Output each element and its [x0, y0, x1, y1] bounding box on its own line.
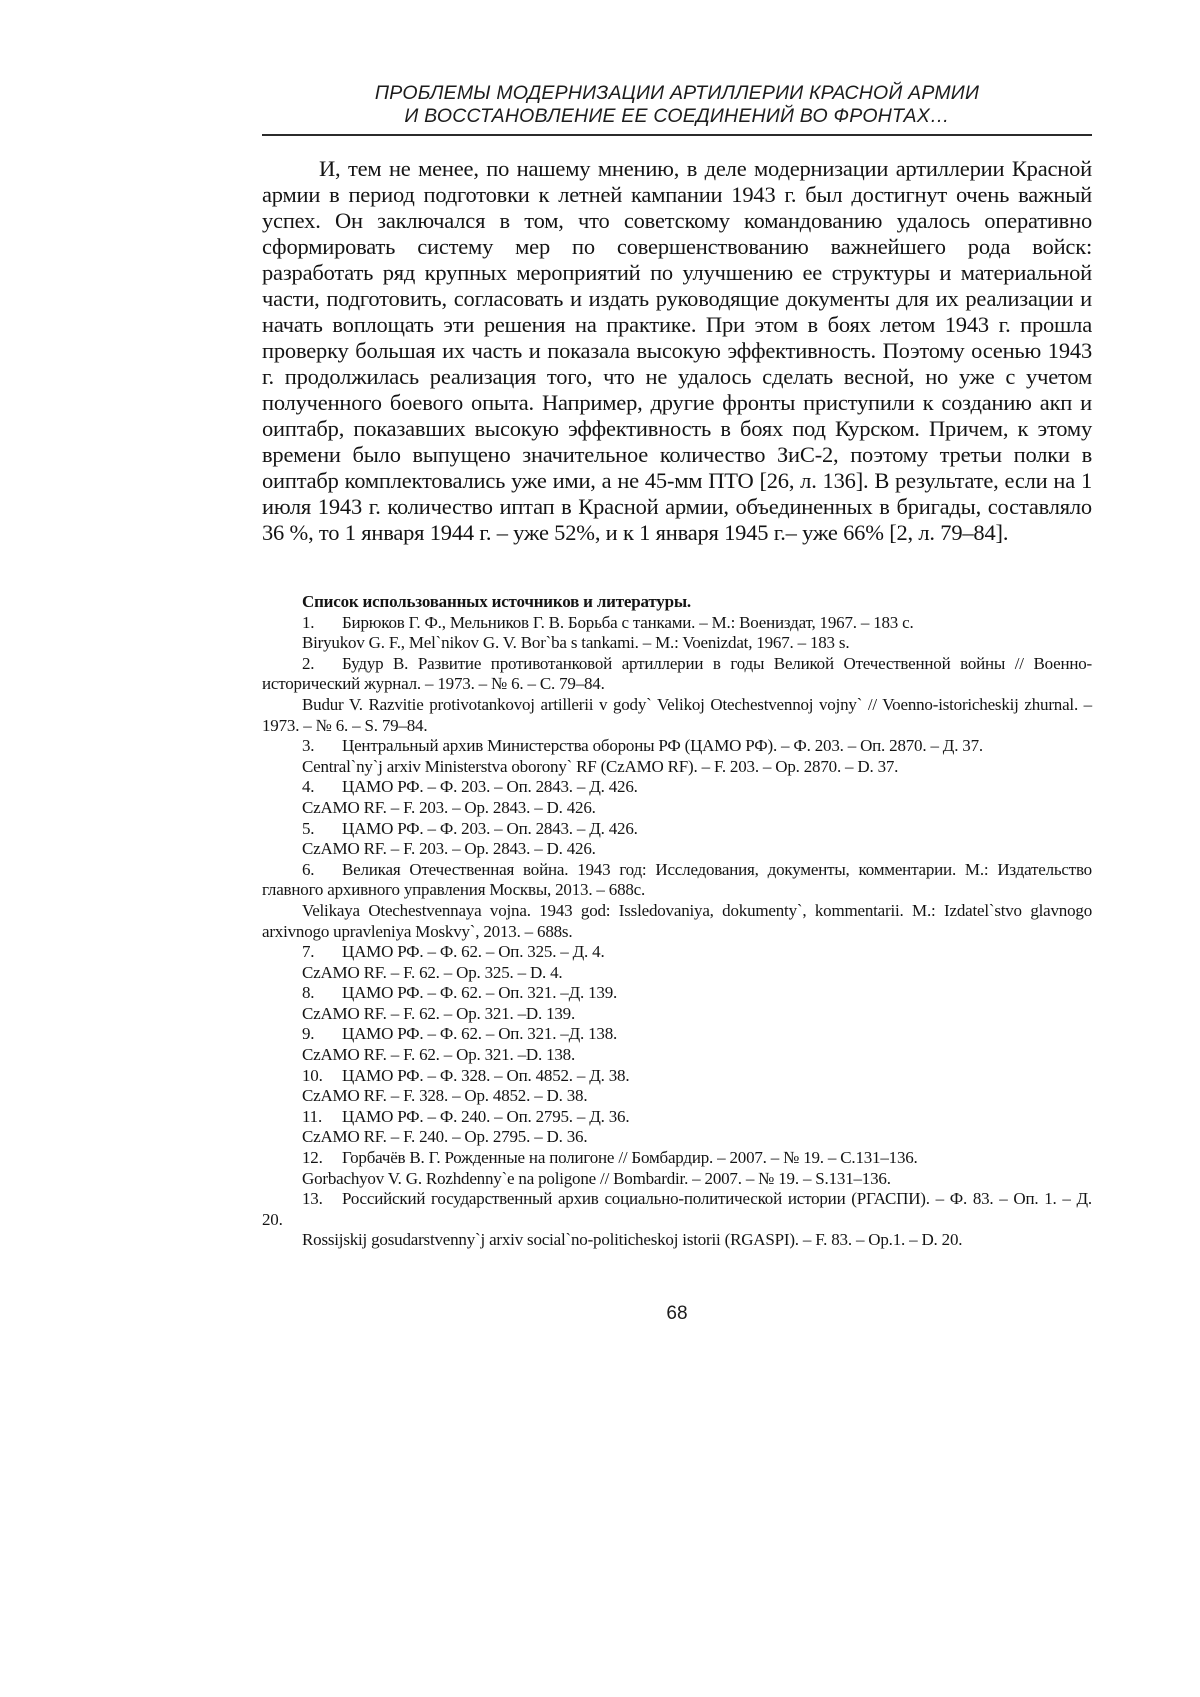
reference-item-russian	[262, 819, 1092, 840]
reference-text: Горбачёв В. Г. Рожденные на полигоне // Бомбардир. – 2007. – № 19. – С.131–136.	[342, 1148, 918, 1168]
reference-item-transliteration: Budur V. Razvitie protivotankovoj artillerii v gody` Velikoj Otechestvennoj vojny` // Voenno-istoricheskij zhurnal. – 1973. – № 6. – S. 79–84.	[262, 694, 1092, 735]
running-header	[262, 82, 1092, 128]
reference-item-russian	[262, 1189, 1092, 1230]
references-heading: Список использованных источников и литературы.	[302, 592, 691, 611]
reference-number: 1.	[302, 612, 315, 632]
reference-item-transliteration: Velikaya Otechestvennaya vojna. 1943 god: Issledovaniya, dokumenty`, kommentarii. M.: Izdatel`stvo glavnogo arxivnogo upravleniya Moskvy`, 2013. – 688s.	[262, 900, 1092, 941]
reference-number: 7.	[302, 942, 315, 962]
reference-item-transliteration: CzAMO RF. – F. 62. – Op. 321. –D. 138.	[302, 1045, 576, 1065]
reference-item-transliteration: CzAMO RF. – F. 240. – Op. 2795. – D. 36.	[302, 1127, 588, 1147]
reference-item-transliteration: Gorbachyov V. G. Rozhdenny`e na poligone // Bombardir. – 2007. – № 19. – S.131–136.	[302, 1168, 891, 1188]
reference-text: Российский государственный архив социально-политической истории (РГАСПИ). – Ф. 83. – Оп. 1. – Д. 20.	[262, 1189, 1092, 1229]
reference-number: 8.	[302, 983, 315, 1003]
reference-item-transliteration: CzAMO RF. – F. 328. – Op. 4852. – D. 38.	[302, 1086, 588, 1106]
reference-text: Будур В. Развитие противотанковой артиллерии в годы Великой Отечественной войны // Военно-исторический журнал. – 1973. – № 6. – С. 79–84.	[262, 653, 1092, 694]
reference-text: ЦАМО РФ. – Ф. 328. – Оп. 4852. – Д. 38.	[342, 1065, 630, 1085]
reference-item-russian	[262, 1024, 1092, 1045]
page-number: 68	[666, 1303, 688, 1324]
reference-item-russian	[262, 942, 1092, 963]
reference-text: Великая Отечественная война. 1943 год: Исследования, документы, комментарии. М.: Издательство главного архивного управления Москвы, 2013. – 688с.	[262, 859, 1092, 900]
reference-number: 11.	[302, 1106, 323, 1126]
reference-text: Бирюков Г. Ф., Мельников Г. В. Борьба с танками. – М.: Воениздат, 1967. – 183 с.	[342, 612, 914, 632]
reference-text: ЦАМО РФ. – Ф. 62. – Оп. 325. – Д. 4.	[342, 942, 605, 962]
reference-text: ЦАМО РФ. – Ф. 62. – Оп. 321. –Д. 138.	[342, 1024, 618, 1044]
reference-item-transliteration: CzAMO RF. – F. 62. – Op. 325. – D. 4.	[302, 962, 563, 982]
reference-number: 2.	[302, 653, 315, 673]
reference-number: 6.	[302, 859, 315, 879]
reference-item-russian	[262, 1066, 1092, 1087]
reference-number: 4.	[302, 777, 315, 797]
reference-item-russian	[262, 860, 1092, 901]
reference-item-russian	[262, 654, 1092, 695]
running-header-line1: ПРОБЛЕМЫ МОДЕРНИЗАЦИИ АРТИЛЛЕРИИ КРАСНОЙ АРМИИ	[374, 82, 980, 104]
header-rule	[262, 134, 1092, 136]
references-list	[262, 613, 1092, 1251]
reference-text: ЦАМО РФ. – Ф. 240. – Оп. 2795. – Д. 36.	[342, 1106, 630, 1126]
reference-item-transliteration: CzAMO RF. – F. 203. – Op. 2843. – D. 426.	[302, 797, 596, 817]
reference-number: 5.	[302, 818, 315, 838]
reference-item-transliteration: Central`ny`j arxiv Ministerstva oborony` RF (CzAMO RF). – F. 203. – Op. 2870. – D. 37.	[302, 756, 899, 776]
reference-item-transliteration: CzAMO RF. – F. 203. – Op. 2843. – D. 426.	[302, 839, 596, 859]
reference-number: 9.	[302, 1024, 315, 1044]
reference-item-russian	[262, 777, 1092, 798]
reference-number: 12.	[302, 1148, 323, 1168]
reference-item-russian	[262, 1107, 1092, 1128]
reference-item-transliteration: CzAMO RF. – F. 62. – Op. 321. –D. 139.	[302, 1003, 576, 1023]
references-section	[262, 592, 1092, 1251]
reference-item-transliteration: Rossijskij gosudarstvenny`j arxiv social`no-politicheskoj istorii (RGASPI). – F. 83. – Op.1. – D. 20.	[302, 1230, 963, 1250]
reference-item-russian	[262, 983, 1092, 1004]
running-header-line2: И ВОССТАНОВЛЕНИЕ ЕЕ СОЕДИНЕНИЙ ВО ФРОНТАХ…	[404, 105, 950, 127]
reference-number: 13.	[302, 1189, 323, 1209]
reference-text: ЦАМО РФ. – Ф. 62. – Оп. 321. –Д. 139.	[342, 983, 618, 1003]
document-page	[262, 82, 1092, 1251]
reference-number: 10.	[302, 1065, 323, 1085]
reference-number: 3.	[302, 736, 315, 756]
reference-item-russian	[262, 613, 1092, 634]
body-paragraph: И, тем не менее, по нашему мнению, в деле модернизации артиллерии Красной армии в период подготовки к летней кампании 1943 г. был достигнут очень важный успех. Он заключался в том, что советскому командованию удалось оперативно сформировать систему мер по совершенствованию важнейшего рода войск: разработать ряд крупных мероприятий по улучшению ее структуры и материальной части, подготовить, согласовать и издать руководящие документы для их реализации и начать воплощать эти решения на практике. При этом в боях летом 1943 г. прошла проверку большая их часть и показала высокую эффективность. Поэтому осенью 1943 г. продолжилась реализация того, что не удалось сделать весной, но уже с учетом полученного боевого опыта. Например, другие фронты приступили к созданию акп и оиптабр, показавших высокую эффективность в боях под Курском. Причем, к этому времени было выпущено значительное количество ЗиС-2, поэтому третьи полки в оиптабр комплектовались уже ими, а не 45-мм ПТО [26, л. 136]. В результате, если на 1 июля 1943 г. количество иптап в Красной армии, объединенных в бригады, составляло 36 %, то 1 января 1944 г. – уже 52%, и к 1 января 1945 г.– уже 66% [2, л. 79–84].	[262, 156, 1092, 545]
reference-item-russian	[262, 1148, 1092, 1169]
reference-text: ЦАМО РФ. – Ф. 203. – Оп. 2843. – Д. 426.	[342, 777, 638, 797]
reference-text: ЦАМО РФ. – Ф. 203. – Оп. 2843. – Д. 426.	[342, 818, 638, 838]
reference-text: Центральный архив Министерства обороны РФ (ЦАМО РФ). – Ф. 203. – Оп. 2870. – Д. 37.	[342, 736, 983, 756]
reference-item-russian	[262, 736, 1092, 757]
reference-item-transliteration: Biryukov G. F., Mel`nikov G. V. Bor`ba s tankami. – M.: Voenizdat, 1967. – 183 s.	[302, 633, 850, 653]
